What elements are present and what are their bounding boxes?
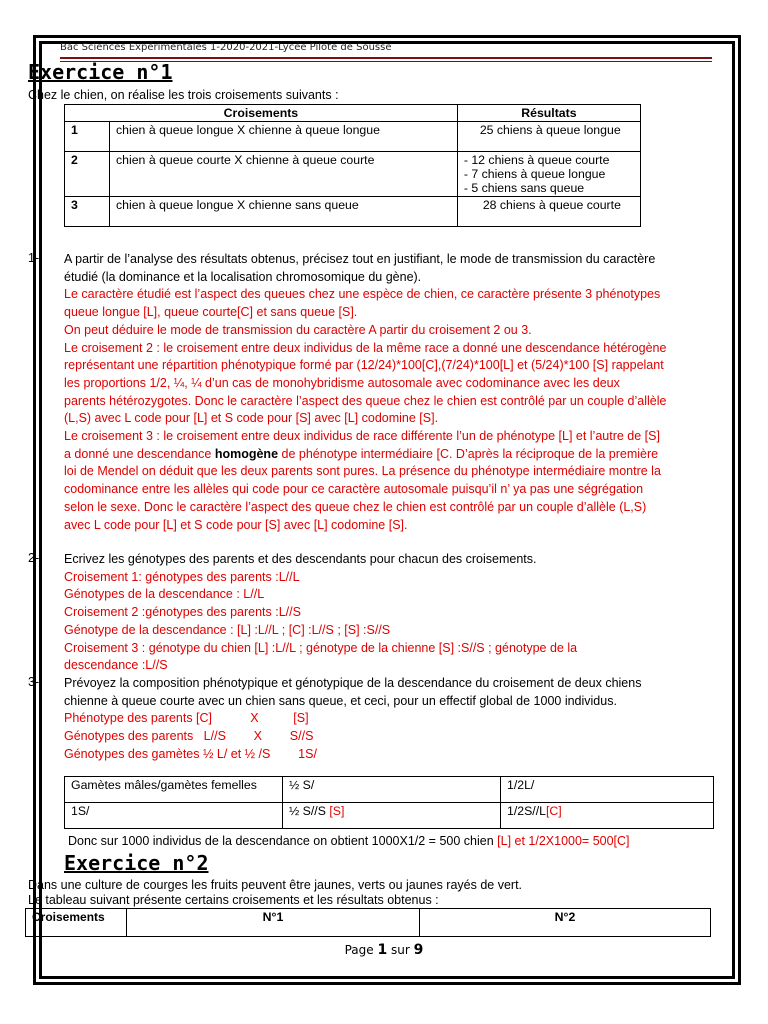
footer-page-word: Page xyxy=(344,943,378,957)
result-line: 28 chiens à queue courte xyxy=(482,198,621,212)
table-row xyxy=(65,777,714,803)
table-header-n1: N°1 xyxy=(127,909,420,937)
gametes-phenotype: [S] xyxy=(329,804,345,818)
answer1-line: Le caractère étudié est l’aspect des queues chez une espèce de chien, ce caractère présente 3 phénotypes xyxy=(64,287,661,302)
gametes-header-cell: ½ S/ xyxy=(283,777,501,803)
question2-text: Ecrivez les génotypes des parents et des descendants pour chacun des croisements. xyxy=(64,552,537,566)
question2-number: 2- xyxy=(28,551,40,565)
cross-cell: chien à queue longue X chienne à queue longue xyxy=(110,122,458,152)
answer1-line: On peut déduire le mode de transmission du caractère A partir du croisement 2 ou 3. xyxy=(64,322,532,337)
answer1-line xyxy=(64,446,754,464)
answer1-line: avec L code pour [L] et S code pour [S] avec [L] codomine [S]. xyxy=(64,517,408,532)
gametes-table xyxy=(64,776,714,829)
exercise2-intro: Le tableau suivant présente certains croisements et les résultats obtenus : xyxy=(28,893,439,907)
result-cell xyxy=(457,122,640,152)
table-header-croisements: Croisements xyxy=(26,909,127,937)
question3-number: 3- xyxy=(28,675,40,689)
table-row xyxy=(65,197,641,227)
question3-text: chienne à queue courte avec un chien sans queue, et ceci, pour un effectif global de 1000 individus. xyxy=(64,693,617,708)
crosses-table xyxy=(64,104,641,227)
answer1-line: représentant une répartition phénotypique formé par (12/24)*100[C],(7/24)*100[L] et (5/24)*100 [S] rappelant xyxy=(64,358,664,373)
result-line: - 12 chiens à queue courte xyxy=(463,153,610,167)
cross-cell: chien à queue longue X chienne sans queue xyxy=(110,197,458,227)
answer1-line: (L,S) avec L code pour [L] et S code pour [S] avec [L] codomine [S]. xyxy=(64,411,439,426)
exercise1-title: Exercice n°1 xyxy=(28,60,173,84)
table-header-croisements: Croisements xyxy=(65,105,458,122)
answer3-line: Génotypes des parents L//S X S//S xyxy=(64,729,314,744)
gametes-header-cell: 1/2L/ xyxy=(501,777,714,803)
footer-of-word: sur xyxy=(387,943,414,957)
gametes-row-label: 1S/ xyxy=(65,803,283,829)
table-row xyxy=(65,122,641,152)
answer2-line: Génotypes de la descendance : L//L xyxy=(64,587,265,602)
document-header: Bac Sciences Expérimentales 1-2020-2021-Lycée Pilote de Sousse xyxy=(60,42,392,53)
answer1-line: selon le sexe. Donc le caractère l’aspect des queue chez le chien est contrôlé par un couple d’allèle (L,S) xyxy=(64,499,647,514)
answer1-line: Le croisement 3 : le croisement entre deux individus de race différente l’un de phénotype [L] et l’autre de [S] xyxy=(64,429,660,444)
conclusion-line xyxy=(68,833,630,851)
result-line: - 5 chiens sans queue xyxy=(463,181,585,195)
answer1-line: queue longue [L], queue courte[C] et sans queue [S]. xyxy=(64,305,358,320)
answer1-line: loi de Mendel on déduit que les deux parents sont pures. La présence du phénotype intermédiaire montre la xyxy=(64,464,661,479)
gametes-cell xyxy=(283,803,501,829)
answer2-line: descendance :L//S xyxy=(64,658,168,673)
conclusion-text: Donc sur 1000 individus de la descendance on obtient 1000X1/2 = 500 chien xyxy=(68,834,498,848)
footer-page-number: 1 xyxy=(377,942,388,958)
question1-number: 1- xyxy=(28,251,40,265)
question2-block xyxy=(64,551,754,675)
table-header-resultats: Résultats xyxy=(457,105,640,122)
gametes-header-cell: Gamètes mâles/gamètes femelles xyxy=(65,777,283,803)
answer1-text: a donné une descendance xyxy=(64,446,215,461)
answer3-line: Phénotype des parents [C] X [S] xyxy=(64,711,309,726)
answer1-line: codominance entre les allèles qui code pour ce caractère autosomale puisqu’il n’ ya pas une ségrégation xyxy=(64,482,644,497)
answer2-line: Génotype de la descendance : [L] :L//L ; [C] :L//S ; [S] :S//S xyxy=(64,622,391,637)
question3-block xyxy=(64,675,754,764)
row-number: 3 xyxy=(65,197,110,227)
result-cell xyxy=(457,197,640,227)
gametes-phenotype: [C] xyxy=(545,804,562,818)
exercise1-intro: Chez le chien, on réalise les trois croisements suivants : xyxy=(28,88,339,102)
question1-text: étudié (la dominance et la localisation chromosomique du gène). xyxy=(64,269,422,284)
exercise2-title: Exercice n°2 xyxy=(64,851,209,875)
question3-text: Prévoyez la composition phénotypique et génotypique de la descendance du croisement de deux chiens xyxy=(64,676,642,690)
answer1-line: parents hétérozygotes. Donc le caractère l’aspect des queue chez le chien est contrôlé par un couple d’allèle xyxy=(64,393,667,408)
table-header-row xyxy=(65,105,641,122)
result-cell xyxy=(457,152,640,197)
answer2-line: Croisement 3 : génotype du chien [L] :L//L ; génotype de la chienne [S] :S//S ; génotype de la xyxy=(64,640,578,655)
row-number: 2 xyxy=(65,152,110,197)
answer1-text: de phénotype intermédiaire [C. D’après la réciproque de la première xyxy=(278,446,659,461)
question1-text: A partir de l’analyse des résultats obtenus, précisez tout en justifiant, le mode de transmission du caractère xyxy=(64,252,656,266)
gametes-cell xyxy=(501,803,714,829)
courges-table xyxy=(25,908,711,937)
row-number: 1 xyxy=(65,122,110,152)
table-row xyxy=(65,803,714,829)
result-line: - 7 chiens à queue longue xyxy=(463,167,606,181)
answer3-line: Génotypes des gamètes ½ L/ et ½ /S 1S/ xyxy=(64,746,317,761)
footer-page-total: 9 xyxy=(413,942,424,958)
gametes-genotype: 1/2S//L xyxy=(507,804,546,818)
answer1-line: Le croisement 2 : le croisement entre deux individus de la même race a donné une descendance hétérogène xyxy=(64,340,667,355)
cross-cell: chien à queue courte X chienne à queue courte xyxy=(110,152,458,197)
header-rule xyxy=(60,57,712,59)
result-line: 25 chiens à queue longue xyxy=(479,123,621,137)
table-header-row xyxy=(26,909,711,937)
question1-block xyxy=(64,251,754,534)
table-header-n2: N°2 xyxy=(420,909,711,937)
answer1-line: les proportions 1/2, ¼, ¼ d’un cas de monohybridisme autosomale avec codominance avec les deux xyxy=(64,375,620,390)
gametes-genotype: ½ S//S xyxy=(289,804,330,818)
page-footer xyxy=(0,942,768,958)
answer1-bold-word: homogène xyxy=(214,446,279,461)
conclusion-result: [L] et 1/2X1000= 500[C] xyxy=(497,834,630,848)
answer2-line: Croisement 2 :génotypes des parents :L//S xyxy=(64,605,301,620)
table-row xyxy=(65,152,641,197)
exercise2-intro: Dans une culture de courges les fruits peuvent être jaunes, verts ou jaunes rayés de vert. xyxy=(28,878,523,892)
answer2-line: Croisement 1: génotypes des parents :L//L xyxy=(64,569,300,584)
